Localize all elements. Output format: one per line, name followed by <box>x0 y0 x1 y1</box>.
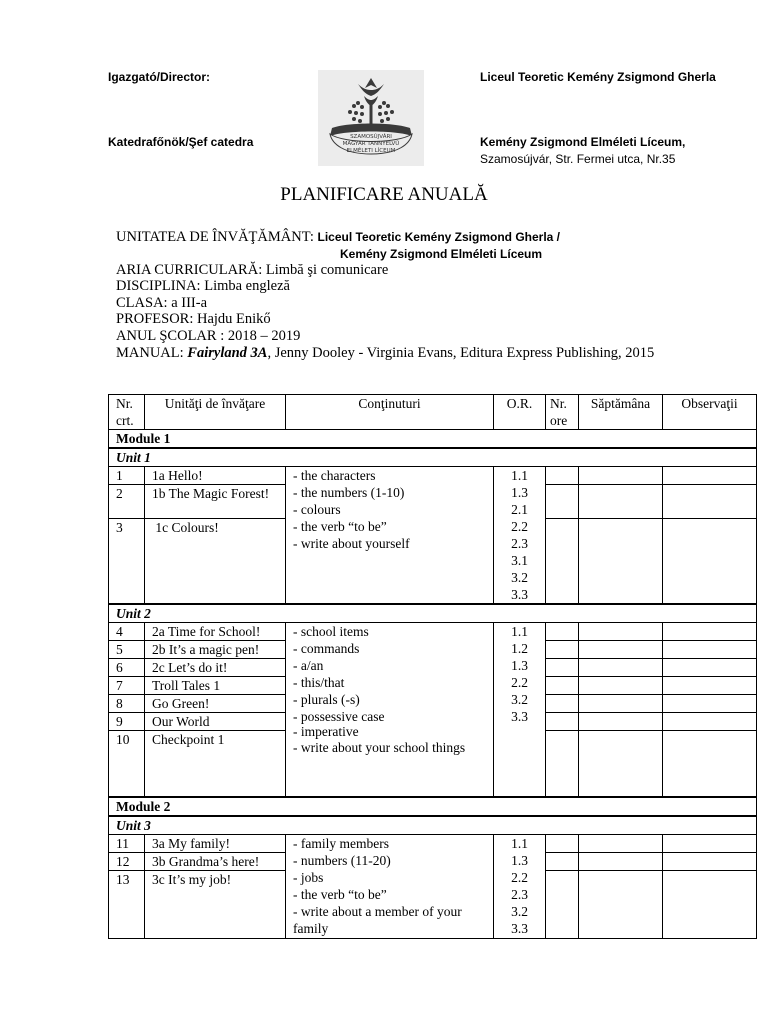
or-item: 2.3 <box>511 536 528 551</box>
week-cell <box>579 467 663 485</box>
page-title: PLANIFICARE ANUALĂ <box>280 184 488 205</box>
unit-value-line-2 <box>340 246 542 263</box>
unit-label: UNITATEA DE ÎNVĂŢĂMÂNT: <box>116 229 314 245</box>
notes-cell <box>663 659 757 677</box>
teacher-line: PROFESOR: Hajdu Enikő <box>116 311 271 327</box>
module-1-label: Module 1 <box>109 430 757 449</box>
class-line: CLASA: a III-a <box>116 295 208 311</box>
unit-row <box>109 448 757 467</box>
school-name: Liceul Teoretic Kemény Zsigmond Gherla <box>480 70 716 84</box>
unit-row <box>109 604 757 623</box>
year-line: ANUL ŞCOLAR : 2018 – 2019 <box>116 328 301 344</box>
notes-cell <box>663 731 757 797</box>
week-cell <box>579 677 663 695</box>
unit-1-or <box>494 467 546 605</box>
row-lesson: 2b It’s a magic pen! <box>145 641 286 659</box>
or-item: 1.1 <box>511 468 528 483</box>
hours-cell <box>546 659 579 677</box>
row-lesson: 2c Let’s do it! <box>145 659 286 677</box>
header-contents: Conţinuturi <box>286 395 494 430</box>
manual-details: , Jenny Dooley - Virginia Evans, Editura Express Publishing, 2015 <box>267 345 655 361</box>
or-item: 3.2 <box>511 570 528 585</box>
content-item: - colours <box>293 502 341 517</box>
hours-cell <box>546 852 579 870</box>
content-item: - the characters <box>293 468 376 483</box>
content-item: - write about your school things <box>293 740 466 755</box>
content-item: - numbers (11-20) <box>293 852 391 868</box>
logo-text-line: MAGYAR TANNYELVŰ <box>342 141 400 147</box>
table-row <box>109 467 757 485</box>
row-lesson: 2a Time for School! <box>145 623 286 641</box>
row-nr: 5 <box>109 641 145 659</box>
row-nr: 7 <box>109 677 145 695</box>
notes-cell <box>663 485 757 518</box>
school-name-hu: Kemény Zsigmond Elméleti Líceum, <box>480 135 686 149</box>
or-item: 1.1 <box>511 835 528 851</box>
row-nr: 8 <box>109 695 145 713</box>
unit-row <box>109 816 757 835</box>
content-item: - this/that <box>293 675 345 690</box>
row-lesson: 1c Colours! <box>145 518 286 604</box>
module-row <box>109 797 757 816</box>
notes-cell <box>663 677 757 695</box>
hours-cell <box>546 641 579 659</box>
table-row <box>109 834 757 852</box>
notes-cell <box>663 518 757 604</box>
hours-cell <box>546 731 579 797</box>
hours-cell <box>546 623 579 641</box>
hours-cell <box>546 695 579 713</box>
week-cell <box>579 623 663 641</box>
row-nr: 2 <box>109 485 145 518</box>
header-notes: Observaţii <box>663 395 757 430</box>
director-label: Igazgató/Director: <box>108 70 211 84</box>
or-item: 3.3 <box>511 709 528 724</box>
or-item: 2.2 <box>511 869 528 885</box>
or-item: 2.1 <box>511 502 528 517</box>
content-item: - family members <box>293 835 389 851</box>
row-nr: 1 <box>109 467 145 485</box>
or-item: 3.2 <box>511 903 528 919</box>
unit-2-label: Unit 2 <box>109 604 757 623</box>
row-nr: 11 <box>109 834 145 852</box>
row-nr: 10 <box>109 731 145 797</box>
table-row <box>109 623 757 641</box>
content-item: - write about a member of your family <box>293 903 462 936</box>
unit-1-contents <box>286 467 494 605</box>
or-item: 2.2 <box>511 675 528 690</box>
unit-3-label: Unit 3 <box>109 816 757 835</box>
content-item: - commands <box>293 641 360 656</box>
row-lesson: Our World <box>145 713 286 731</box>
row-lesson: 3a My family! <box>145 834 286 852</box>
row-lesson: Troll Tales 1 <box>145 677 286 695</box>
header-week: Săptămâna <box>579 395 663 430</box>
content-item: - write about yourself <box>293 536 410 551</box>
notes-cell <box>663 641 757 659</box>
or-item: 1.2 <box>511 641 528 656</box>
row-lesson: 1b The Magic Forest! <box>145 485 286 518</box>
content-item: - a/an <box>293 658 324 673</box>
notes-cell <box>663 713 757 731</box>
hours-cell <box>546 677 579 695</box>
week-cell <box>579 713 663 731</box>
or-item: 3.2 <box>511 692 528 707</box>
hours-cell <box>546 834 579 852</box>
unit-2-contents <box>286 623 494 797</box>
or-item: 3.3 <box>511 587 528 602</box>
row-nr: 12 <box>109 852 145 870</box>
table-header-row <box>109 395 757 430</box>
hours-cell <box>546 870 579 938</box>
row-lesson: 1a Hello! <box>145 467 286 485</box>
row-nr: 13 <box>109 870 145 938</box>
or-item: 2.2 <box>511 519 528 534</box>
row-nr: 9 <box>109 713 145 731</box>
discipline-line: DISCIPLINA: Limba engleză <box>116 278 290 294</box>
row-lesson: 3c It’s my job! <box>145 870 286 938</box>
planning-table <box>108 394 757 939</box>
week-cell <box>579 659 663 677</box>
week-cell <box>579 695 663 713</box>
unit-1-label: Unit 1 <box>109 448 757 467</box>
content-item: - the numbers (1-10) <box>293 485 405 500</box>
notes-cell <box>663 834 757 852</box>
manual-line <box>116 345 654 362</box>
row-lesson: Go Green! <box>145 695 286 713</box>
hours-cell <box>546 713 579 731</box>
unit-value-2: Kemény Zsigmond Elméleti Líceum <box>340 247 543 261</box>
week-cell <box>579 870 663 938</box>
header-or: O.R. <box>494 395 546 430</box>
chair-label: Katedrafőnök/Şef catedra <box>108 135 254 149</box>
module-row <box>109 430 757 449</box>
hours-cell <box>546 467 579 485</box>
week-cell <box>579 834 663 852</box>
notes-cell <box>663 870 757 938</box>
row-nr: 4 <box>109 623 145 641</box>
week-cell <box>579 852 663 870</box>
content-item: - imperative <box>293 724 359 739</box>
notes-cell <box>663 695 757 713</box>
week-cell <box>579 731 663 797</box>
school-logo <box>318 70 424 166</box>
or-item: 3.3 <box>511 920 528 936</box>
unit-line <box>116 229 560 246</box>
content-item: - plurals (-s) <box>293 692 360 707</box>
week-cell <box>579 518 663 604</box>
row-nr: 6 <box>109 659 145 677</box>
content-item: - the verb “to be” <box>293 886 387 902</box>
or-item: 3.1 <box>511 553 528 568</box>
hours-cell <box>546 518 579 604</box>
unit-2-or <box>494 623 546 797</box>
row-lesson: Checkpoint 1 <box>145 731 286 797</box>
module-2-label: Module 2 <box>109 797 757 816</box>
row-nr: 3 <box>109 518 145 604</box>
or-item: 1.3 <box>511 485 528 500</box>
header-units: Unităţi de învăţare <box>145 395 286 430</box>
notes-cell <box>663 852 757 870</box>
content-item: - school items <box>293 624 369 639</box>
week-cell <box>579 485 663 518</box>
or-item: 1.1 <box>511 624 528 639</box>
notes-cell <box>663 467 757 485</box>
header-hours: Nr. ore <box>546 395 579 430</box>
logo-text-line: ELMÉLETI LÍCEUM <box>346 148 396 154</box>
content-item: - possessive case <box>293 709 385 724</box>
manual-label: MANUAL: <box>116 345 184 361</box>
header-nr: Nr. crt. <box>109 395 145 430</box>
content-item: - the verb “to be” <box>293 519 387 534</box>
logo-text-line: SZAMOSÚJVÁRI <box>350 134 392 140</box>
or-item: 1.3 <box>511 852 528 868</box>
unit-value: Liceul Teoretic Kemény Zsigmond Gherla / <box>317 230 561 244</box>
or-item: 2.3 <box>511 886 528 902</box>
school-address: Szamosújvár, Str. Fermei utca, Nr.35 <box>480 152 676 166</box>
row-lesson: 3b Grandma’s here! <box>145 852 286 870</box>
content-item: - jobs <box>293 869 324 885</box>
or-item: 1.3 <box>511 658 528 673</box>
notes-cell <box>663 623 757 641</box>
week-cell <box>579 641 663 659</box>
manual-title: Fairyland 3A <box>187 345 268 361</box>
hours-cell <box>546 485 579 518</box>
area-line: ARIA CURRICULARĂ: Limbă şi comunicare <box>116 262 389 278</box>
unit-3-or <box>494 834 546 938</box>
unit-3-contents <box>286 834 494 938</box>
